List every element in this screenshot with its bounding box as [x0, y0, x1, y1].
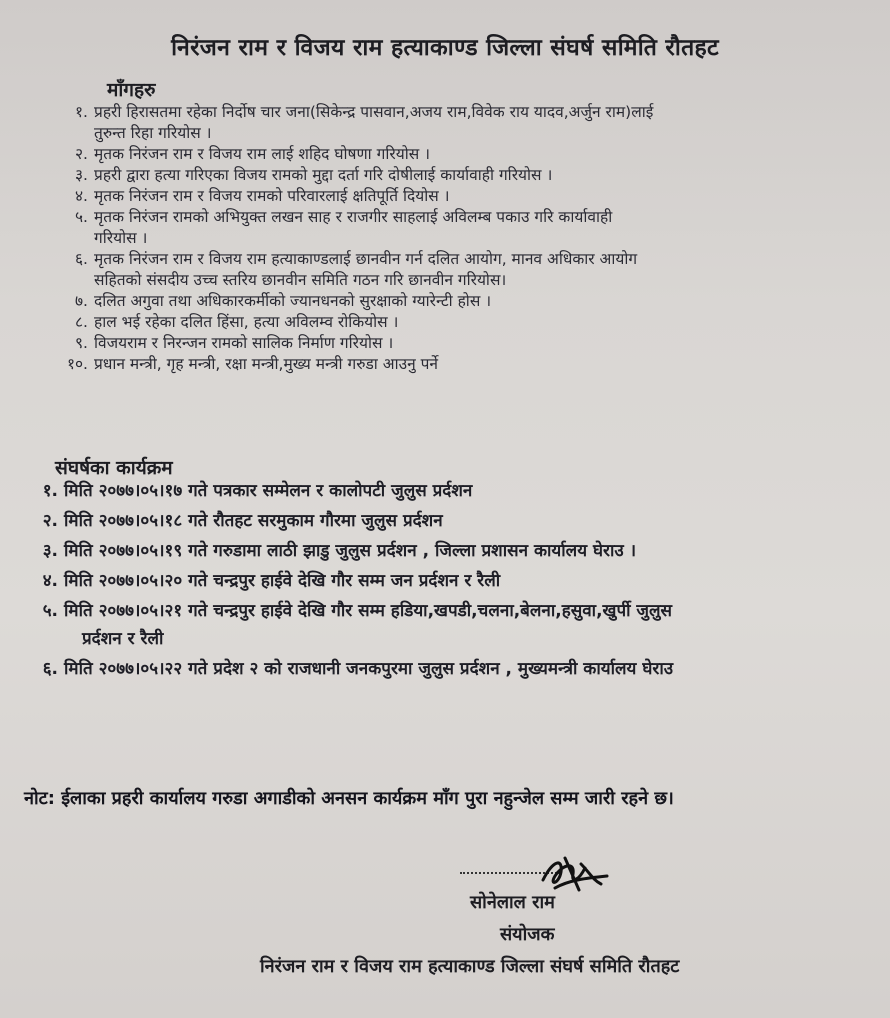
document-title: निरंजन राम र विजय राम हत्याकाण्ड जिल्ला संघर्ष समिति रौतहट — [171, 35, 719, 61]
list-item — [60, 144, 880, 165]
item-text: मिति २०७७।०५।२१ गते चन्द्रपुर हाईवे देखि गौर सम्म हडिया,खपडी,चलना,बेलना,हसुवा,खुर्पी जुलुस — [64, 601, 673, 621]
signatory-organization: निरंजन राम र विजय राम हत्याकाण्ड जिल्ला संघर्ष समिति रौतहट — [260, 956, 680, 977]
item-text: मिति २०७७।०५।२२ गते प्रदेश २ को राजधानी जनकपुरमा जुलुस प्रर्दशन , मुख्यमन्त्री कार्यालय घेराउ — [64, 659, 674, 679]
item-number: ३. — [75, 166, 88, 184]
list-item — [60, 207, 880, 249]
item-number: ४. — [75, 187, 88, 205]
list-item — [60, 165, 880, 186]
item-text: मिति २०७७।०५।१८ गते रौतहट सरमुकाम गौरमा जुलुस प्रर्दशन — [64, 511, 443, 531]
item-number: १०. — [66, 355, 88, 373]
item-number: ४. — [42, 571, 58, 591]
list-item — [60, 312, 880, 333]
item-text: हाल भई रहेका दलित हिंसा, हत्या अविलम्व रोकियोस । — [94, 313, 399, 331]
list-item — [22, 476, 882, 506]
item-text: मिति २०७७।०५।२० गते चन्द्रपुर हाईवे देखि गौर सम्म जन प्रर्दशन र रैली — [64, 571, 501, 591]
item-number: ६. — [75, 250, 88, 268]
list-item — [60, 354, 880, 375]
item-text: मिति २०७७।०५।१७ गते पत्रकार सम्मेलन र कालोपटी जुलुस प्रर्दशन — [64, 481, 473, 501]
item-number: ७. — [75, 292, 88, 310]
demands-list — [60, 102, 880, 375]
item-text: मृतक निरंजन रामको अभियुक्त लखन साह र राजगीर साहलाई अविलम्ब पकाउ गरि कार्यावाही — [94, 208, 613, 226]
item-number: ८. — [75, 313, 88, 331]
list-item — [60, 186, 880, 207]
item-number: १. — [75, 103, 88, 121]
item-number: २. — [75, 145, 88, 163]
list-item — [60, 333, 880, 354]
item-text: प्रहरी हिरासतमा रहेका निर्दोष चार जना(सिकेन्द्र पासवान,अजय राम,विवेक राय यादव,अर्जुन राम)लाई — [94, 103, 654, 121]
item-number: ६. — [42, 659, 58, 679]
item-text: विजयराम र निरन्जन रामको सालिक निर्माण गरियोस । — [94, 334, 394, 352]
note-text: नोट: ईलाका प्रहरी कार्यालय गरुडा अगाडीको अनसन कार्यक्रम माँग पुरा नहुन्जेल सम्म जारी रहने छ। — [24, 788, 674, 809]
list-item — [22, 536, 882, 566]
program-heading: संघर्षका कार्यक्रम — [55, 457, 173, 479]
item-text: मिति २०७७।०५।१९ गते गरुडामा लाठी झाडु जुलुस प्रर्दशन , जिल्ला प्रशासन कार्यालय घेराउ । — [64, 541, 637, 561]
list-item — [22, 596, 882, 654]
item-continuation: गरियोस । — [94, 229, 148, 247]
program-list — [22, 476, 882, 684]
list-item — [60, 102, 880, 144]
list-item — [22, 506, 882, 536]
item-continuation: तुरुन्त रिहा गरियोस । — [94, 124, 212, 142]
item-continuation: प्रर्दशन र रैली — [82, 629, 164, 649]
item-number: ५. — [42, 601, 58, 621]
item-text: प्रधान मन्त्री, गृह मन्त्री, रक्षा मन्त्री,मुख्य मन्त्री गरुडा आउनु पर्ने — [94, 355, 438, 373]
item-continuation: सहितको संसदीय उच्च स्तरिय छानवीन समिति गठन गरि छानवीन गरियोस। — [94, 271, 507, 289]
signatory-name: सोनेलाल राम — [470, 892, 555, 913]
signatory-role: संयोजक — [500, 924, 555, 945]
list-item — [22, 566, 882, 596]
list-item — [60, 249, 880, 291]
item-number: ५. — [75, 208, 88, 226]
item-number: २. — [42, 511, 58, 531]
item-number: ३. — [42, 541, 58, 561]
item-text: मृतक निरंजन राम र विजय राम हत्याकाण्डलाई छानवीन गर्न दलित आयोग, मानव अधिकार आयोग — [94, 250, 638, 268]
list-item — [60, 291, 880, 312]
item-text: मृतक निरंजन राम र विजय राम लाई शहिद घोषणा गरियोस । — [94, 145, 430, 163]
demands-heading: माँगहरु — [107, 79, 156, 101]
item-text: प्रहरी द्वारा हत्या गरिएका विजय रामको मुद्दा दर्ता गरि दोषीलाई कार्यावाही गरियोस । — [94, 166, 553, 184]
item-number: १. — [42, 481, 58, 501]
item-number: ९. — [75, 334, 88, 352]
list-item — [22, 654, 882, 684]
item-text: दलित अगुवा तथा अधिकारकर्मीको ज्यानधनको सुरक्षाको ग्यारेन्टी होस । — [94, 292, 492, 310]
item-text: मृतक निरंजन राम र विजय रामको परिवारलाई क्षतिपूर्ति दियोस । — [94, 187, 450, 205]
